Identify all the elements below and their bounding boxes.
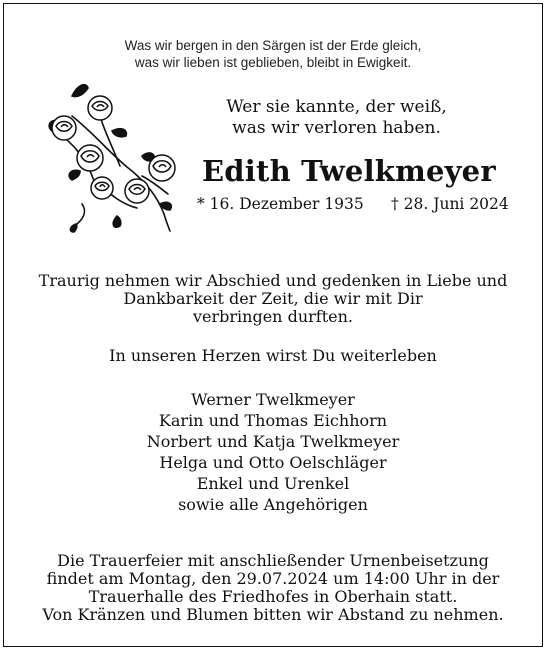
mourner-entry: sowie alle Angehörigen [178, 495, 368, 514]
notice-line: findet am Montag, den 29.07.2024 um 14:00 Uhr in der [46, 569, 500, 588]
mourner-entry: Norbert und Katja Twelkmeyer [146, 432, 400, 451]
memorial-phrase: In unseren Herzen wirst Du weiterleben [109, 346, 437, 365]
motto-verse [4, 37, 542, 71]
notice-line: Von Kränzen und Blumen bitten wir Abstand zu nehmen. [42, 605, 504, 624]
notice-line: Trauerhalle des Friedhofes in Oberhain statt. [88, 587, 458, 606]
motto-line: Was wir bergen in den Särgen ist der Erde gleich, [124, 38, 422, 53]
quote-line: was wir verloren haben. [232, 118, 441, 138]
farewell-text [4, 272, 542, 326]
deceased-name: Edith Twelkmeyer [202, 154, 496, 188]
rose-branch-icon [42, 76, 182, 236]
birth-date: * 16. Dezember 1935 [197, 195, 364, 213]
obituary-card [3, 3, 543, 647]
quote-line: Wer sie kannte, der weiß, [226, 97, 447, 117]
motto-line: was wir lieben ist geblieben, bleibt in Ewigkeit. [134, 55, 412, 70]
notice-line: Die Trauerfeier mit anschließender Urnenbeisetzung [57, 551, 489, 570]
death-date: † 28. Juni 2024 [391, 195, 509, 213]
farewell-line: Traurig nehmen wir Abschied und gedenken in Liebe und [38, 271, 508, 290]
mourners-list [4, 389, 542, 515]
mourner-entry: Enkel und Urenkel [196, 474, 350, 493]
mourner-entry: Helga und Otto Oelschläger [159, 453, 387, 472]
quote-verse [204, 97, 469, 139]
funeral-notice [4, 552, 542, 624]
farewell-line: verbringen durften. [193, 307, 353, 326]
mourner-entry: Karin und Thomas Eichhorn [158, 411, 388, 430]
farewell-line: Dankbarkeit der Zeit, die wir mit Dir [123, 289, 423, 308]
mourner-entry: Werner Twelkmeyer [191, 390, 355, 409]
